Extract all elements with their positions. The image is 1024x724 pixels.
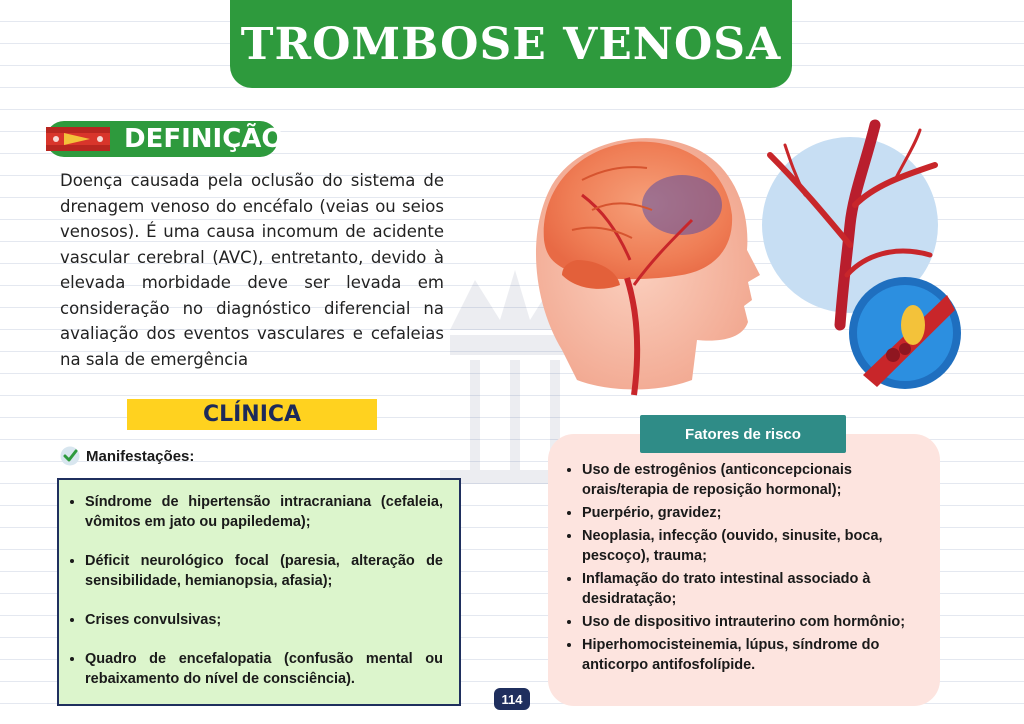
page-number: 114 — [494, 688, 530, 710]
risk-list — [562, 460, 926, 675]
risk-factors-heading: Fatores de risco — [640, 415, 846, 453]
check-icon — [60, 446, 80, 466]
list-item: • Crises convulsivas; — [85, 610, 443, 630]
clinica-heading: CLÍNICA — [127, 399, 377, 430]
risk-factors-box — [548, 434, 940, 706]
brain-head-illustration — [522, 110, 772, 400]
list-item: • Hiperhomocisteinemia, lúpus, síndrome do anticorpo antifosfolípide. — [582, 635, 926, 675]
definition-text: Doença causada pela oclusão do sistema de drenagem venoso do encéfalo (veias ou seios venosos). É uma causa incomum de acidente vascular cerebral (AVC), entretanto, devido à elevada morbidade deve ser levada em consideração no diagnóstico diferencial na avaliação dos eventos vasculares e cefaleias na sala de emergência — [60, 171, 444, 369]
definition-pill — [46, 121, 284, 157]
list-item: • Déficit neurológico focal (paresia, alteração de sensibilidade, hemianopsia, afasia); — [85, 551, 443, 591]
list-item: • Síndrome de hipertensão intracraniana (cefaleia, vômitos em jato ou papiledema); — [85, 492, 443, 532]
page-title: TROMBOSE VENOSA — [240, 18, 782, 70]
clinical-list — [69, 492, 443, 689]
manifestations-text: Manifestações: — [86, 447, 195, 465]
manifestations-label — [60, 446, 194, 466]
list-item: • Uso de estrogênios (anticoncepcionais orais/terapia de reposição hormonal); — [582, 460, 926, 500]
definition-heading: DEFINIÇÃO — [124, 124, 284, 154]
title-banner — [230, 0, 792, 88]
list-item: • Inflamação do trato intestinal associado à desidratação; — [582, 569, 926, 609]
blood-vessel-illustration — [755, 105, 970, 395]
list-item: • Uso de dispositivo intrauterino com hormônio; — [582, 612, 926, 632]
list-item: • Quadro de encefalopatia (confusão mental ou rebaixamento do nível de consciência). — [85, 649, 443, 689]
list-item: • Neoplasia, infecção (ouvido, sinusite, boca, pescoço), trauma; — [582, 526, 926, 566]
definition-header — [46, 120, 284, 158]
clinical-manifestations-box — [57, 478, 461, 706]
list-item: • Puerpério, gravidez; — [582, 503, 926, 523]
vessel-icon — [46, 125, 116, 153]
